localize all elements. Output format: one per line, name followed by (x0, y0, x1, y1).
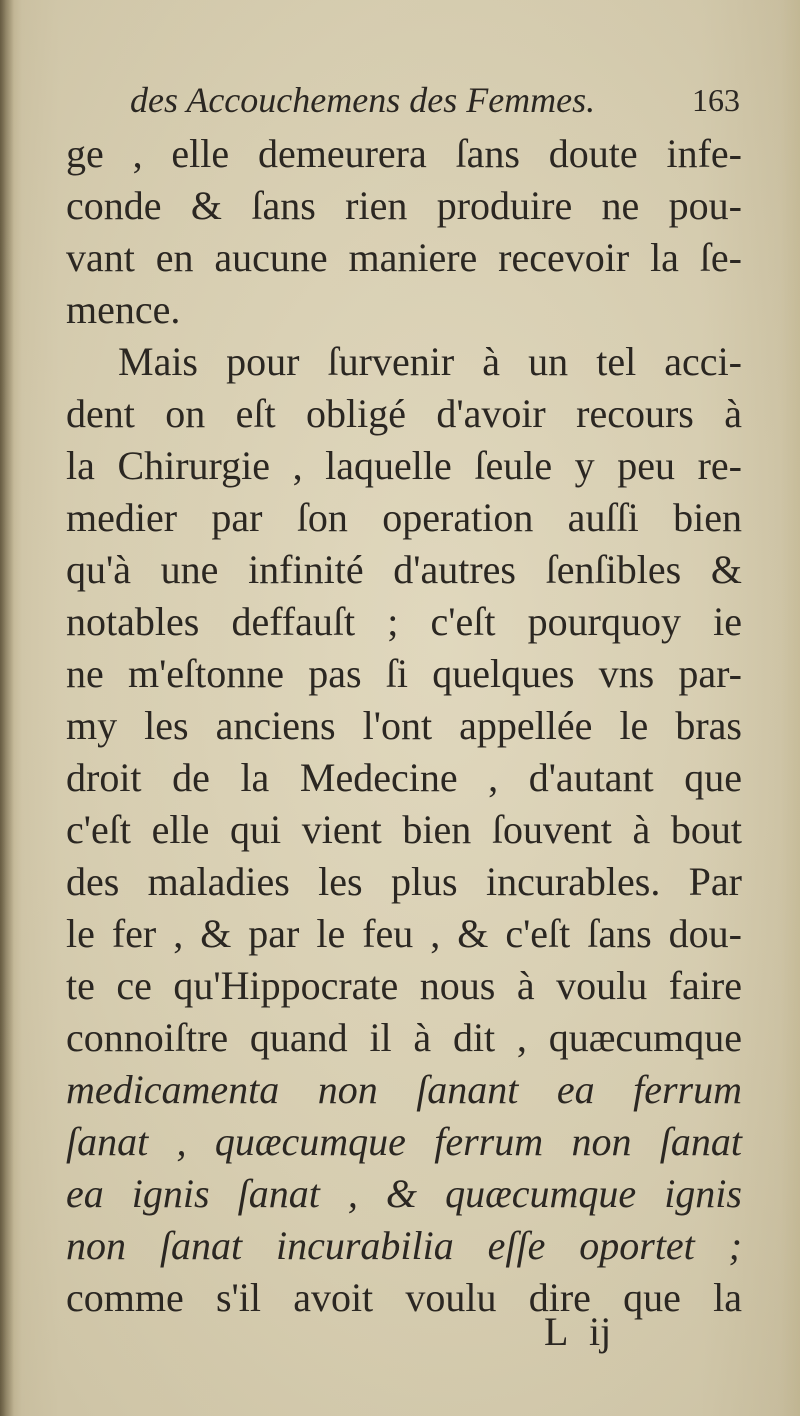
text-line: medicamenta non ſanant ea ferrum (66, 1067, 742, 1112)
body-text (66, 128, 742, 1324)
text-line: ne m'eſtonne pas ſi quelques vns par- (66, 651, 742, 696)
binding-gutter-shadow (0, 0, 14, 1416)
page-number: 163 (692, 82, 740, 118)
text-line: ge , elle demeurera ſans doute infe- (66, 131, 742, 176)
page-header (130, 74, 740, 126)
text-line: connoiſtre quand il à dit , quæcumque (66, 1015, 742, 1060)
text-line: qu'à une infinité d'autres ſenſibles & (66, 547, 742, 592)
text-line: comme s'il avoit voulu dire que la (66, 1275, 742, 1320)
signature-mark: L ij (544, 1309, 612, 1354)
text-line: notables deffauſt ; c'eſt pourquoy ie (66, 599, 742, 644)
text-line: ea ignis ſanat , & quæcumque ignis (66, 1171, 742, 1216)
text-line: medier par ſon operation auſſi bien (66, 495, 742, 540)
text-line: ſanat , quæcumque ferrum non ſanat (66, 1119, 742, 1164)
text-line: te ce qu'Hippocrate nous à voulu faire (66, 963, 742, 1008)
text-line: des maladies les plus incurables. Par (66, 859, 742, 904)
text-line: Mais pour ſurvenir à un tel acci- (118, 339, 742, 384)
text-line: la Chirurgie , laquelle ſeule y peu re- (66, 443, 742, 488)
text-line: vant en aucune maniere recevoir la ſe- (66, 235, 742, 280)
text-line: my les anciens l'ont appellée le bras (66, 703, 742, 748)
text-line: droit de la Medecine , d'autant que (66, 755, 742, 800)
text-line: c'eſt elle qui vient bien ſouvent à bout (66, 807, 742, 852)
text-line: le fer , & par le feu , & c'eſt ſans dou- (66, 911, 742, 956)
text-line: conde & ſans rien produire ne pou- (66, 183, 742, 228)
running-title: des Accouchemens des Femmes. (130, 80, 596, 120)
text-line: mence. (66, 287, 181, 332)
text-line: non ſanat incurabilia eſſe oportet ; (66, 1223, 742, 1268)
text-line: dent on eſt obligé d'avoir recours à (66, 391, 742, 436)
